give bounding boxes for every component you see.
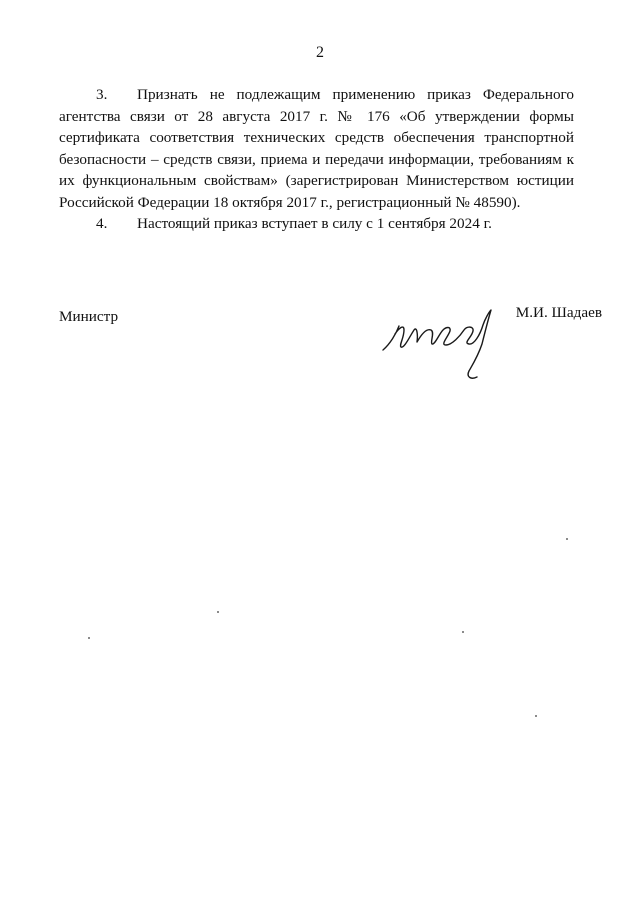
handwritten-signature xyxy=(377,300,507,384)
signer-name: М.И. Шадаев xyxy=(515,304,602,321)
paragraph-text: Признать не подлежащим применению приказ Федерального агентства связи от 28 августа 2017 г. № 176 «Об утверждении формы сертификата соответствия технических средств обеспечения транспортной безопасности – средств связи, приема и передачи информации, требованиям к их функциональным свойствам» (зарегистрирован Министерством юстиции Российской Федерации 18 октября 2017 г., регистрационный № 48590). xyxy=(59,86,574,211)
signer-position: Министр xyxy=(59,308,119,325)
scan-speck xyxy=(462,631,464,633)
paragraph-number: 4. xyxy=(96,215,108,232)
scan-speck xyxy=(88,637,90,639)
scan-speck xyxy=(566,538,568,540)
signature-block xyxy=(59,300,619,390)
document-body xyxy=(59,84,574,235)
scan-speck xyxy=(535,715,537,717)
paragraph-4 xyxy=(59,213,574,235)
scan-speck xyxy=(217,611,219,613)
paragraph-3 xyxy=(59,84,574,213)
page-number: 2 xyxy=(316,44,324,61)
paragraph-number: 3. xyxy=(96,86,108,103)
paragraph-text: Настоящий приказ вступает в силу с 1 сентября 2024 г. xyxy=(137,215,492,232)
